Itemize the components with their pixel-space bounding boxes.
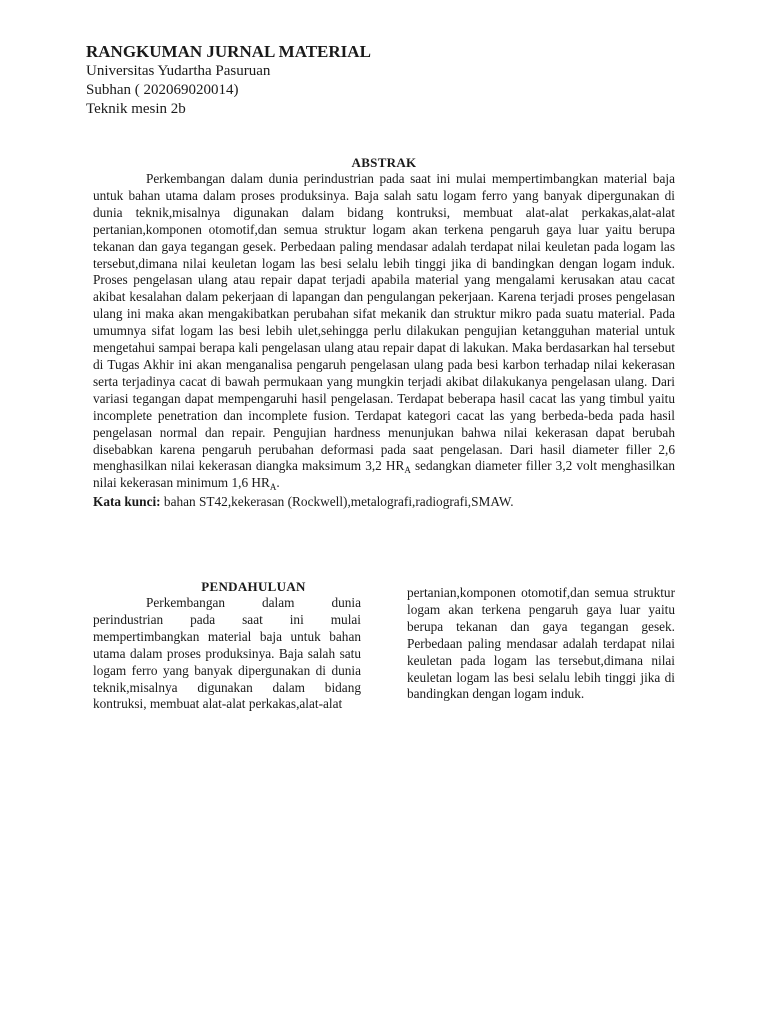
abstract-text-mid: sedangkan diameter filler 3,2 volt menghasilkan nilai kekerasan minimum 1,6 HR [93,458,675,491]
abstract-subscript-2: A [269,482,277,493]
abstract-heading: ABSTRAK [351,155,417,170]
keywords-text: bahan ST42,kekerasan (Rockwell),metalografi,radiografi,SMAW. [160,494,514,510]
document-header [86,42,686,119]
university-name: Universitas Yudartha Pasuruan [86,63,271,79]
abstract-section [93,154,675,510]
keywords-line [93,493,675,510]
abstract-text-main: Perkembangan dalam dunia perindustrian pada saat ini mulai mempertimbangkan material baja untuk bahan utama dalam proses produksinya. Baja salah satu logam ferro yang banyak dipergunakan di dunia teknik,misalnya digunakan dalam bidang kontruksi, membuat alat-alat perkakas,alat-alat pertanian,komponen otomotif,dan semua struktur logam akan terkena pengaruh gaya luar yaitu berupa tekanan dan gaya tegangan gesek. Perbedaan paling mendasar adalah terdapat nilai keuletan pada logam las tersebut,dimana nilai keuletan logam las besi selalu lebih tinggi jika di bandingkan dengan logam induk. Proses pengelasan ulang atau repair dapat terjadi apabila material yang mengalami kerusakan atau cacat akibat kesalahan dalam pekerjaan di lapangan dan pengulangan pekerjaan. Karena terjadi proses pengelasan ulang ini maka akan mengakibatkan perubahan sifat mekanik dan struktur mikro pada suatu material. Pada umumnya sifat logam las besi lebih ulet,sehingga perlu dilakukan pengujian ketangguhan material untuk mengetahui sampai berapa kali pengelasan ulang atau repair dapat di lakukan. Maka berdasarkan hal tersebut di Tugas Akhir ini akan menganalisa pengaruh pengelasan ulang pada besi karbon terhadap nilai kekerasan serta terjadinya cacat di bawah permukaan yang mungkin terjadi akibat dilakukanya pengelasan ulang. Dari variasi tegangan dapat mempengaruhi hasil pengelasan. Terdapat beberapa hasil cacat las yang timbul yaitu incomplete penetration dan incomplete fusion. Terdapat kategori cacat las yang berbeda-beda pada hasil pengelasan normal dan repair. Pengujian hardness menunjukan bahwa nilai kekerasan dapat berubah disebabkan karena pengaruh perubahan deformasi pada saat pengelasan. Dari hasil diameter filler 2,6 menghasilkan nilai kekerasan diangka maksimum 3,2 HR [93,171,675,474]
author-name: Subhan ( 202069020014) [86,82,239,98]
abstract-text-end: . [276,475,280,491]
introduction-heading: PENDAHULUAN [201,579,306,594]
document-title: RANGKUMAN JURNAL MATERIAL [86,42,371,61]
keywords-label: Kata kunci: [93,494,161,510]
abstract-subscript-1: A [404,465,411,476]
study-program: Teknik mesin 2b [86,101,186,117]
introduction-right-column [407,585,675,703]
introduction-left-column [93,578,361,713]
abstract-body [93,171,675,492]
introduction-right-text: pertanian,komponen otomotif,dan semua struktur logam akan terkena pengaruh gaya luar yaitu berupa tekanan dan gaya tegangan gesek. Perbedaan paling mendasar adalah terdapat nilai keuletan pada logam las tersebut,dimana nilai keuletan logam las besi selalu lebih tinggi jika di bandingkan dengan logam induk. [407,585,675,702]
introduction-left-text: Perkembangan dalam dunia perindustrian pada saat ini mulai mempertimbangkan material baja untuk bahan utama dalam proses produksinya. Baja salah satu logam ferro yang banyak dipergunakan di dunia teknik,misalnya digunakan dalam bidang kontruksi, membuat alat-alat perkakas,alat-alat [93,595,361,712]
